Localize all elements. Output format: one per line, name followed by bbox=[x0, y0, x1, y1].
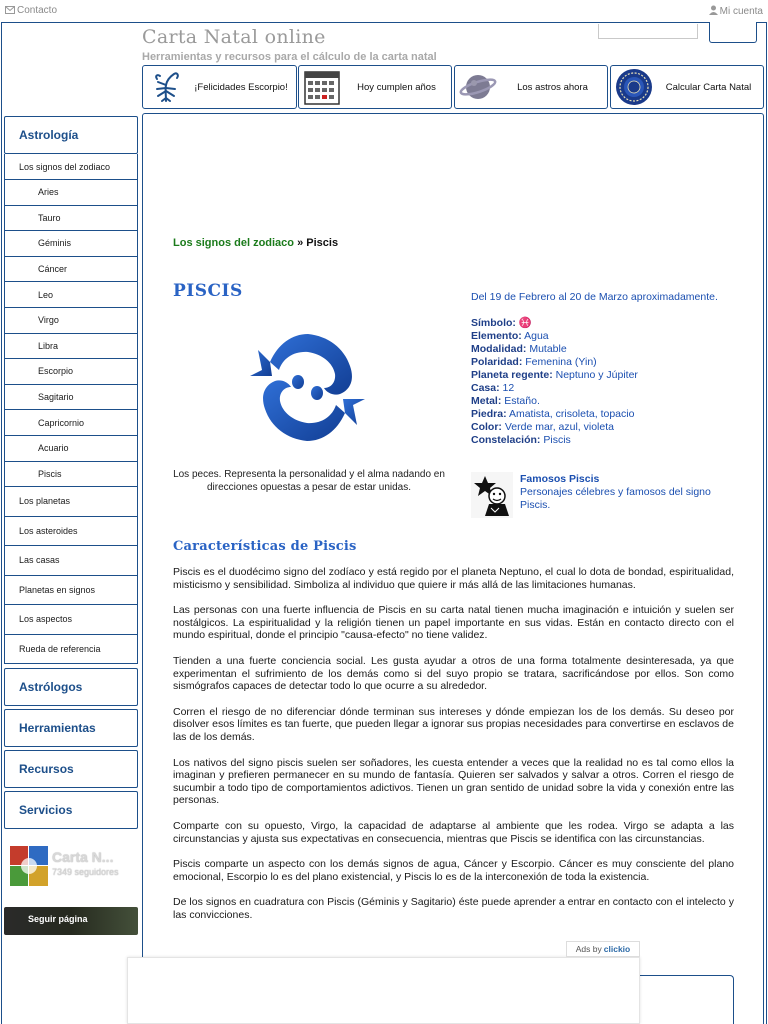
article-paragraph: Tienden a una fuerte conciencia social. Les gusta ayudar a otros de una forma totalmente desinteresada, ya que experimentan el sufrimiento de los demás como si del suyo propio se tratara, sacrificándose por ellos. Son como sismógrafos capaces de detectar todo lo que ocurre a su alrededor. bbox=[173, 654, 734, 693]
article-body bbox=[173, 566, 734, 934]
account-label: Mi cuenta bbox=[719, 6, 763, 17]
ad-slot-bottom[interactable] bbox=[127, 957, 640, 1024]
article-paragraph: Piscis es el duodécimo signo del zodíaco y está regido por el planeta Neptuno, el cual lo dota de bondad, espiritualidad, misticismo y sensibilidad. Simboliza al individuo que quiere ir más allá de las limitaciones humanas. bbox=[173, 566, 734, 591]
sidebar-section-herramientas[interactable]: Herramientas bbox=[4, 709, 138, 747]
sidebar-item-sign[interactable]: Piscis bbox=[4, 462, 138, 488]
fact-row bbox=[471, 369, 731, 382]
sidebar-item-rueda[interactable]: Rueda de referencia bbox=[4, 635, 138, 665]
quick-link-label: Hoy cumplen años bbox=[357, 81, 436, 93]
fact-value: Verde mar, azul, violeta bbox=[504, 421, 614, 433]
fact-row bbox=[471, 421, 731, 434]
contact-link[interactable] bbox=[5, 5, 57, 17]
fact-value[interactable]: Neptuno y Júpiter bbox=[555, 369, 638, 381]
fact-row bbox=[471, 395, 731, 408]
fact-value: Mutable bbox=[529, 343, 567, 355]
pisces-symbol-icon bbox=[240, 330, 375, 445]
sidebar-item-planetas[interactable]: Los planetas bbox=[4, 487, 138, 517]
sidebar-section-astrologia[interactable]: Astrología bbox=[4, 116, 138, 154]
fact-row bbox=[471, 434, 731, 447]
sidebar-item-sign[interactable]: Tauro bbox=[4, 206, 138, 232]
page-title: PISCIS bbox=[173, 281, 243, 301]
calendar-icon bbox=[302, 67, 342, 107]
ads-brand: clickio bbox=[603, 944, 631, 954]
scorpion-icon bbox=[146, 67, 186, 107]
search-input[interactable] bbox=[598, 24, 698, 39]
sidebar-section-astrologos[interactable]: Astrólogos bbox=[4, 668, 138, 706]
fact-label: Metal: bbox=[471, 395, 502, 407]
site-title[interactable]: Carta Natal online bbox=[142, 26, 326, 48]
quick-link-label: Calcular Carta Natal bbox=[665, 81, 752, 93]
famous-pisces-link[interactable] bbox=[471, 472, 741, 518]
article-paragraph: Los nativos del signo piscis suelen ser soñadores, les cuesta entender a veces que la realidad no es tal como ellos la imaginan y prefieren permanecer en su mundo de fantasía. Quieren ser salvados y salvar a otros. Corren el riesgo de sucumbir a todo tipo de comportamientos adictivos. Tienen un gran sentido de unidad sobre la vida y conexión entre las personas. bbox=[173, 756, 734, 807]
fact-value: ♓ bbox=[518, 317, 532, 329]
fact-label: Planeta regente: bbox=[471, 369, 553, 381]
fact-value: Amatista, crisoleta, topacio bbox=[508, 408, 635, 420]
sign-caption: Los peces. Representa la personalidad y el alma nadando en direcciones opuestas a pesar de estar unidas. bbox=[173, 469, 445, 493]
section-heading: Características de Piscis bbox=[173, 539, 357, 554]
sign-dates: Del 19 de Febrero al 20 de Marzo aproximadamente. bbox=[471, 291, 718, 303]
celebrity-icon bbox=[471, 472, 513, 518]
fact-label: Polaridad: bbox=[471, 356, 523, 368]
quick-link-carta-natal[interactable] bbox=[610, 65, 764, 109]
fact-label: Modalidad: bbox=[471, 343, 527, 355]
quick-link-label: ¡Felicidades Escorpio! bbox=[194, 81, 288, 93]
quick-link-astros[interactable] bbox=[454, 65, 608, 109]
article-paragraph: Piscis comparte un aspecto con los demás signos de agua, Cáncer y Escorpio. Cáncer es muy consciente del plano emocional, Escorpio lo es del plano existencial, y Piscis lo es de la interconexión de toda la existencia. bbox=[173, 858, 734, 883]
sidebar-item-sign[interactable]: Capricornio bbox=[4, 410, 138, 436]
quick-link-felicidades[interactable] bbox=[142, 65, 297, 109]
user-icon bbox=[709, 5, 718, 18]
sidebar-item-sign[interactable]: Leo bbox=[4, 282, 138, 308]
fact-label: Elemento: bbox=[471, 330, 522, 342]
sidebar-section-recursos[interactable]: Recursos bbox=[4, 750, 138, 788]
article-paragraph: Las personas con una fuerte influencia de Piscis en su carta natal tienen mucha imaginación e intuición y suelen ser nostálgicos. La espiritualidad y la religión tienen un papel importante en sus vidas. Están en contacto directo con el mundo espiritual, donde el principio "causa-efecto" no tiene validez. bbox=[173, 604, 734, 642]
quick-link-label: Los astros ahora bbox=[517, 81, 588, 93]
sidebar-item-casas[interactable]: Las casas bbox=[4, 546, 138, 576]
top-bar bbox=[0, 0, 768, 22]
sidebar-item-sign[interactable]: Cáncer bbox=[4, 257, 138, 283]
sidebar-item-aspectos[interactable]: Los aspectos bbox=[4, 605, 138, 635]
sidebar-section-servicios[interactable]: Servicios bbox=[4, 791, 138, 829]
famous-title: Famosos Piscis bbox=[520, 473, 600, 485]
sidebar-item-signos[interactable]: Los signos del zodiaco bbox=[4, 154, 138, 180]
fact-label: Casa: bbox=[471, 382, 500, 394]
fact-label: Color: bbox=[471, 421, 502, 433]
famous-description: Personajes célebres y famosos del signo Piscis. bbox=[520, 486, 711, 511]
article-paragraph: Corren el riesgo de no diferenciar dónde terminan sus intereses y dónde empiezan los de los demás. Su deseo por disolver esos límites es tan fuerte, que pueden llegar a ignorar sus propias necesidades para convertirse en esclavos de las de los demás. bbox=[173, 705, 734, 743]
sidebar-item-sign[interactable]: Virgo bbox=[4, 308, 138, 334]
fact-value: Estaño. bbox=[504, 395, 540, 407]
fact-value: Agua bbox=[524, 330, 549, 342]
follow-page-label: Seguir página bbox=[28, 914, 88, 924]
follower-count: 7349 seguidores bbox=[52, 867, 119, 877]
facebook-page-widget[interactable] bbox=[10, 846, 138, 888]
contact-label: Contacto bbox=[17, 5, 58, 16]
fact-label: Constelación: bbox=[471, 434, 541, 446]
follow-page-button[interactable] bbox=[4, 907, 138, 935]
page-name: Carta N... bbox=[52, 849, 114, 865]
sign-facts bbox=[471, 291, 731, 447]
fact-label: Piedra: bbox=[471, 408, 507, 420]
sidebar-item-sign[interactable]: Escorpio bbox=[4, 359, 138, 385]
breadcrumb-link[interactable]: Los signos del zodiaco bbox=[173, 237, 295, 249]
site-subtitle: Herramientas y recursos para el cálculo de la carta natal bbox=[142, 51, 437, 63]
fact-value: Femenina (Yin) bbox=[525, 356, 597, 368]
ads-prefix: Ads by bbox=[575, 944, 602, 954]
sidebar-item-sign[interactable]: Libra bbox=[4, 334, 138, 360]
sidebar bbox=[4, 116, 138, 829]
sidebar-item-planetas-en-signos[interactable]: Planetas en signos bbox=[4, 576, 138, 606]
breadcrumb bbox=[173, 237, 338, 249]
account-link[interactable] bbox=[709, 5, 763, 18]
ad-slot-right bbox=[640, 975, 734, 1024]
zodiac-wheel-icon bbox=[614, 67, 654, 107]
article-paragraph: Comparte con su opuesto, Virgo, la capacidad de adaptarse al ambiente que les rodea. Virgo se adapta a las circunstancias y ajusta sus expectativas en consecuencia, mientras que Piscis se identifica con las circunstancias. bbox=[173, 819, 734, 845]
fact-row bbox=[471, 382, 731, 395]
fact-row bbox=[471, 408, 731, 421]
fact-row bbox=[471, 330, 731, 343]
sidebar-item-sign[interactable]: Géminis bbox=[4, 231, 138, 257]
planet-icon bbox=[458, 67, 498, 107]
fact-row bbox=[471, 317, 731, 330]
breadcrumb-separator: » bbox=[297, 237, 304, 249]
quick-link-cumpleanos[interactable] bbox=[298, 65, 452, 109]
ads-label[interactable] bbox=[566, 941, 640, 957]
sidebar-item-asteroides[interactable]: Los asteroides bbox=[4, 517, 138, 547]
sidebar-item-sign[interactable]: Acuario bbox=[4, 436, 138, 462]
sidebar-item-sign[interactable]: Sagitario bbox=[4, 385, 138, 411]
page-logo bbox=[10, 846, 48, 886]
search-button[interactable] bbox=[709, 22, 757, 43]
fact-value[interactable]: 12 bbox=[502, 382, 515, 394]
fact-label: Símbolo: bbox=[471, 317, 516, 329]
article-paragraph: De los signos en cuadratura con Piscis (Géminis y Sagitario) éste puede aprender a entrar en contacto con el intelecto y las convicciones. bbox=[173, 896, 734, 921]
fact-value[interactable]: Piscis bbox=[543, 434, 571, 446]
breadcrumb-current: Piscis bbox=[306, 237, 339, 249]
fact-row bbox=[471, 343, 731, 356]
fact-row bbox=[471, 356, 731, 369]
sidebar-item-sign[interactable]: Aries bbox=[4, 180, 138, 206]
envelope-icon bbox=[5, 6, 15, 17]
